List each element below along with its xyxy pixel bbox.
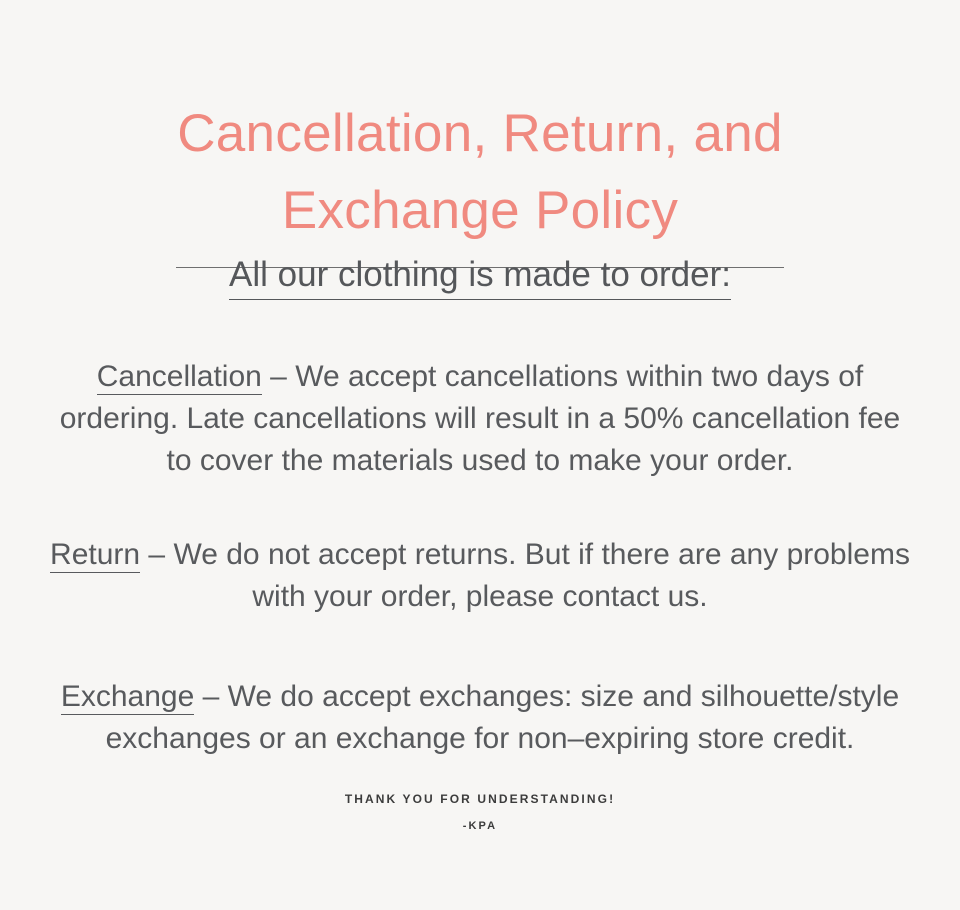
section-dash-return: – bbox=[148, 538, 166, 572]
policy-section-return bbox=[50, 534, 910, 618]
policy-section-cancellation bbox=[50, 356, 910, 482]
thank-you-note: THANK YOU FOR UNDERSTANDING! bbox=[344, 792, 616, 806]
section-text-cancellation: We accept cancellations within two days of ordering. Late cancellations will result in a 50% cancellation fee to cover the materials used to make your order. bbox=[59, 360, 901, 478]
section-dash-cancellation: – bbox=[270, 360, 287, 394]
section-text-exchange: We do accept exchanges: size and silhouette/style exchanges or an exchange for non–expiring store credit. bbox=[105, 680, 900, 756]
subtitle-block bbox=[0, 252, 960, 301]
title-block bbox=[0, 0, 960, 268]
section-term-exchange: Exchange bbox=[60, 680, 195, 714]
policy-section-exchange bbox=[50, 676, 910, 760]
section-text-return: We do not accept returns. But if there are any problems with your order, please contact us. bbox=[173, 538, 910, 614]
document-subtitle: All our clothing is made to order: bbox=[229, 252, 731, 301]
section-term-return: Return bbox=[50, 538, 141, 572]
page-title: Cancellation, Return, and Exchange Policy bbox=[177, 104, 783, 240]
policy-body bbox=[50, 356, 910, 760]
document-footer bbox=[0, 792, 960, 832]
section-dash-exchange: – bbox=[202, 680, 220, 714]
signoff-initials: -KPA bbox=[462, 820, 498, 832]
section-term-cancellation: Cancellation bbox=[96, 360, 262, 394]
